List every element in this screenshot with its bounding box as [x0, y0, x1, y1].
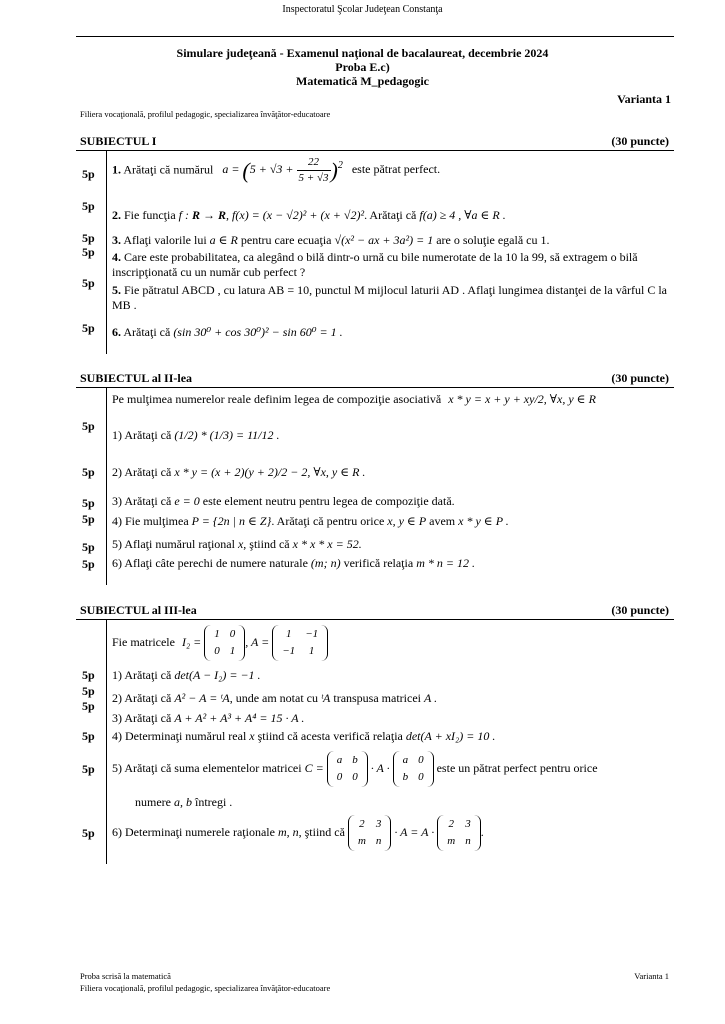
- question-text: Fie pătratul ABCD , cu latura AB = 10, punctul M mijlocul laturii AD . Aflaţi lungimea distanţei de la vârful C la MB .: [112, 283, 668, 312]
- matrix-cell: −1: [305, 628, 319, 640]
- formula: det(A + xI₂) = 10 .: [405, 729, 496, 743]
- matrix-a: [272, 625, 328, 661]
- question-text: numere: [135, 795, 171, 809]
- matrix-cell: b: [402, 771, 409, 783]
- matrix-cell: 1: [214, 628, 220, 640]
- matrix-cell: 0: [418, 754, 424, 766]
- question-text: avem: [429, 514, 456, 528]
- formula: x, y ∈ P: [387, 514, 427, 528]
- matrix-cell: 0: [214, 645, 220, 657]
- matrix-cell: 1: [308, 645, 315, 657]
- points-label: 5p: [82, 668, 95, 682]
- question-number: 4.: [112, 250, 121, 264]
- question-text: 2) Arătaţi că: [112, 691, 172, 705]
- section-1-divider: [76, 150, 674, 151]
- question-1: [112, 428, 280, 443]
- question-4: [112, 514, 509, 529]
- question-number: 1.: [112, 162, 121, 177]
- question-text: verifică relaţia: [343, 556, 414, 570]
- formula: A + A² + A³ + A⁴ = 15 · A .: [174, 711, 305, 725]
- question-4: [112, 250, 672, 280]
- question-5-continuation: [135, 795, 232, 810]
- section-3-divider: [76, 619, 674, 620]
- points-label: 5p: [82, 512, 95, 526]
- formula: √(x² − ax + 3a²) = 1: [334, 233, 434, 247]
- section-1-points: (30 puncte): [611, 134, 669, 148]
- section-3-title: SUBIECTUL al III-lea: [80, 603, 197, 617]
- points-label: 5p: [82, 684, 95, 698]
- points-label: 5p: [82, 321, 95, 335]
- question-number: 2.: [112, 208, 121, 222]
- question-text: 3) Arătaţi că: [112, 711, 172, 725]
- formula: x: [249, 729, 255, 743]
- question-text: 1) Arătaţi că: [112, 668, 172, 682]
- formula: x * y ∈ P .: [458, 514, 509, 528]
- question-text: . Arătaţi că pentru orice: [271, 514, 385, 528]
- formula: a ∈ R: [209, 233, 238, 247]
- question-6: [112, 556, 475, 571]
- matrix-cell: n: [375, 835, 382, 847]
- points-label: 5p: [82, 245, 95, 259]
- question-text: întregi .: [194, 795, 233, 809]
- formula: · A ·: [370, 760, 390, 775]
- question-text: 4) Fie mulţimea: [112, 514, 189, 528]
- question-2: [112, 465, 365, 480]
- points-label: 5p: [82, 826, 95, 840]
- formula: f : R → R, f(x) = (x − √2)² + (x + √2)²: [178, 208, 365, 222]
- matrix-cell: −1: [282, 645, 296, 657]
- formula: · A = A ·: [394, 824, 435, 839]
- section-2-points: (30 puncte): [611, 371, 669, 385]
- question-number: 5.: [112, 283, 121, 297]
- question-3: [112, 711, 304, 726]
- question-text: este pătrat perfect.: [351, 162, 441, 177]
- question-text: este un pătrat perfect pentru orice: [436, 760, 598, 775]
- formula: (m; n): [310, 556, 341, 570]
- matrix-cell: 2: [359, 818, 365, 830]
- question-5: [112, 537, 362, 552]
- formula: a, b: [173, 795, 192, 809]
- question-1: [112, 155, 440, 186]
- points-label: 5p: [82, 729, 95, 743]
- question-text: , unde am notat cu: [229, 691, 318, 705]
- points-label: 5p: [82, 199, 95, 213]
- points-label: 5p: [82, 276, 95, 290]
- points-label: 5p: [82, 167, 95, 181]
- question-text: , ştiind că: [243, 537, 290, 551]
- question-text: . Arătaţi că: [364, 208, 417, 222]
- matrix-23mn-left: [348, 815, 391, 851]
- points-label: 5p: [82, 465, 95, 479]
- question-5: [112, 283, 672, 313]
- question-6: [112, 325, 343, 340]
- formula: A² − A = ᵗA: [174, 691, 230, 705]
- matrix-a0b0: [393, 751, 434, 787]
- section-2-intro: [112, 392, 596, 407]
- question-text: transpusa matricei: [333, 691, 421, 705]
- formula: m, n: [277, 824, 299, 839]
- formula: x * x * x = 52.: [292, 537, 362, 551]
- exam-title: Simulare judeţeană - Examenul naţional de bacalaureat, decembrie 2024: [176, 46, 549, 60]
- question-text: 4) Determinaţi numărul real: [112, 729, 247, 743]
- intro-text: Fie matricele: [112, 634, 175, 649]
- formula: (1/2) * (1/3) = 11/12 .: [174, 428, 280, 442]
- question-5: [112, 751, 598, 787]
- question-text: pentru care ecuaţia: [240, 233, 332, 247]
- question-text: , ştiind că: [298, 824, 345, 839]
- section-3-intro: [112, 625, 328, 661]
- question-text: Aflaţi valorile lui: [123, 233, 207, 247]
- composition-law: x * y = x + y + xy/2, ∀x, y ∈ R: [448, 392, 596, 406]
- matrix-cell: m: [447, 835, 456, 847]
- section-3-points: (30 puncte): [611, 603, 669, 617]
- question-2: [112, 691, 437, 706]
- question-6: 6) Determinaţi numerele raţionale m, n, ştiind că 2 3 m n · A = A · 2 3 m n .: [112, 815, 484, 851]
- section-2-margin-line: [106, 387, 107, 585]
- matrix-cell: 3: [465, 818, 471, 830]
- question-text: 5) Aflaţi numărul raţional: [112, 537, 235, 551]
- formula: P = {2n | n ∈ Z}: [191, 514, 272, 528]
- question-text: 2) Arătaţi că: [112, 465, 172, 479]
- question-text: Arătaţi că: [123, 325, 171, 339]
- section-2-title: SUBIECTUL al II-lea: [80, 371, 193, 385]
- matrix-cell: 1: [229, 645, 236, 657]
- filiera-label: Filiera vocaţională, profilul pedagogic, specializarea învăţător-educatoare: [80, 109, 331, 119]
- question-number: 3.: [112, 233, 121, 247]
- formula: m * n = 12 .: [416, 556, 475, 570]
- formula: det(A − I₂) = −1 .: [174, 668, 261, 682]
- matrix-cell: b: [352, 754, 358, 766]
- intro-text: Pe mulţimea numerelor reale definim legea de compoziţie asociativă: [112, 392, 442, 406]
- matrix-cell: n: [465, 835, 471, 847]
- matrix-cell: 1: [285, 628, 292, 640]
- matrix-label: , A =: [245, 634, 270, 649]
- points-label: 5p: [82, 699, 95, 713]
- question-text: 6) Determinaţi numerele raţionale: [112, 824, 275, 839]
- footer-variant: Varianta 1: [634, 971, 669, 981]
- matrix-ab00: [327, 751, 368, 787]
- question-3: [112, 494, 455, 509]
- question-text: este element neutru pentru legea de compoziţie dată.: [202, 494, 455, 508]
- footer-line-2: Filiera vocaţională, profilul pedagogic, specializarea învăţător-educatoare: [80, 983, 331, 993]
- question-4: [112, 729, 495, 744]
- matrix-cell: a: [336, 754, 343, 766]
- matrix-cell: 3: [375, 818, 382, 830]
- question-text: Fie funcţia: [124, 208, 176, 222]
- question-2: [112, 208, 506, 223]
- section-1-margin-line: [106, 150, 107, 354]
- question-text: 3) Arătaţi că: [112, 494, 172, 508]
- formula: x: [237, 537, 244, 551]
- formula: A .: [424, 691, 438, 705]
- question-3: [112, 233, 550, 248]
- question-1: [112, 668, 261, 683]
- matrix-i2: [204, 625, 245, 661]
- footer-line-1: Proba scrisă la matematică: [80, 971, 171, 981]
- points-label: 5p: [82, 762, 95, 776]
- formula: f(a) ≥ 4 , ∀a ∈ R .: [419, 208, 506, 222]
- matrix-cell: 0: [336, 771, 343, 783]
- formula: e = 0: [174, 494, 200, 508]
- question-text: Care este probabilitatea, ca alegând o bilă dintr-o urnă cu bile numerotate de la 10 la 99, să extragem o bilă inscripţionată cu un număr cub perfect ?: [112, 250, 638, 279]
- points-label: 5p: [82, 557, 95, 571]
- section-3-margin-line: [106, 619, 107, 864]
- formula: a = (5 + √3 + $\frac{22}{5 + √3}$ )$^2$: [222, 156, 343, 184]
- question-text: 5) Arătaţi că suma elementelor matricei: [112, 760, 302, 775]
- question-text: 1) Arătaţi că: [112, 428, 172, 442]
- exam-subtitle: Proba E.c): [335, 60, 390, 74]
- exam-subject: Matematică M_pedagogic: [296, 74, 429, 88]
- section-2-divider: [76, 387, 674, 388]
- variant-label: Varianta 1: [617, 92, 671, 106]
- section-1-title: SUBIECTUL I: [80, 134, 157, 148]
- matrix-cell: 0: [229, 628, 236, 640]
- question-text: 6) Aflaţi câte perechi de numere naturale: [112, 556, 308, 570]
- matrix-cell: m: [357, 835, 366, 847]
- header-institution: Inspectoratul Şcolar Judeţean Constanţa: [282, 4, 443, 15]
- question-text: are o soluţie egală cu 1.: [436, 233, 550, 247]
- points-label: 5p: [82, 496, 95, 510]
- points-label: 5p: [82, 419, 95, 433]
- matrix-23mn-right: [437, 815, 480, 851]
- matrix-cell: 0: [352, 771, 358, 783]
- formula: x * y = (x + 2)(y + 2)/2 − 2, ∀x, y ∈ R .: [174, 465, 366, 479]
- matrix-cell: a: [402, 754, 409, 766]
- question-number: 6.: [112, 325, 121, 339]
- formula: (sin 30⁰ + cos 30⁰)² − sin 60⁰ = 1 .: [173, 325, 343, 339]
- question-text: ştiind că acesta verifică relaţia: [257, 729, 403, 743]
- matrix-label: I₂ =: [181, 634, 202, 649]
- formula: ᵗA: [321, 691, 331, 705]
- formula: C =: [304, 760, 324, 775]
- header-divider: [76, 36, 674, 37]
- points-label: 5p: [82, 231, 95, 245]
- points-label: 5p: [82, 540, 95, 554]
- question-text: Arătaţi că numărul: [123, 162, 214, 177]
- matrix-cell: 0: [418, 771, 424, 783]
- matrix-cell: 2: [448, 818, 454, 830]
